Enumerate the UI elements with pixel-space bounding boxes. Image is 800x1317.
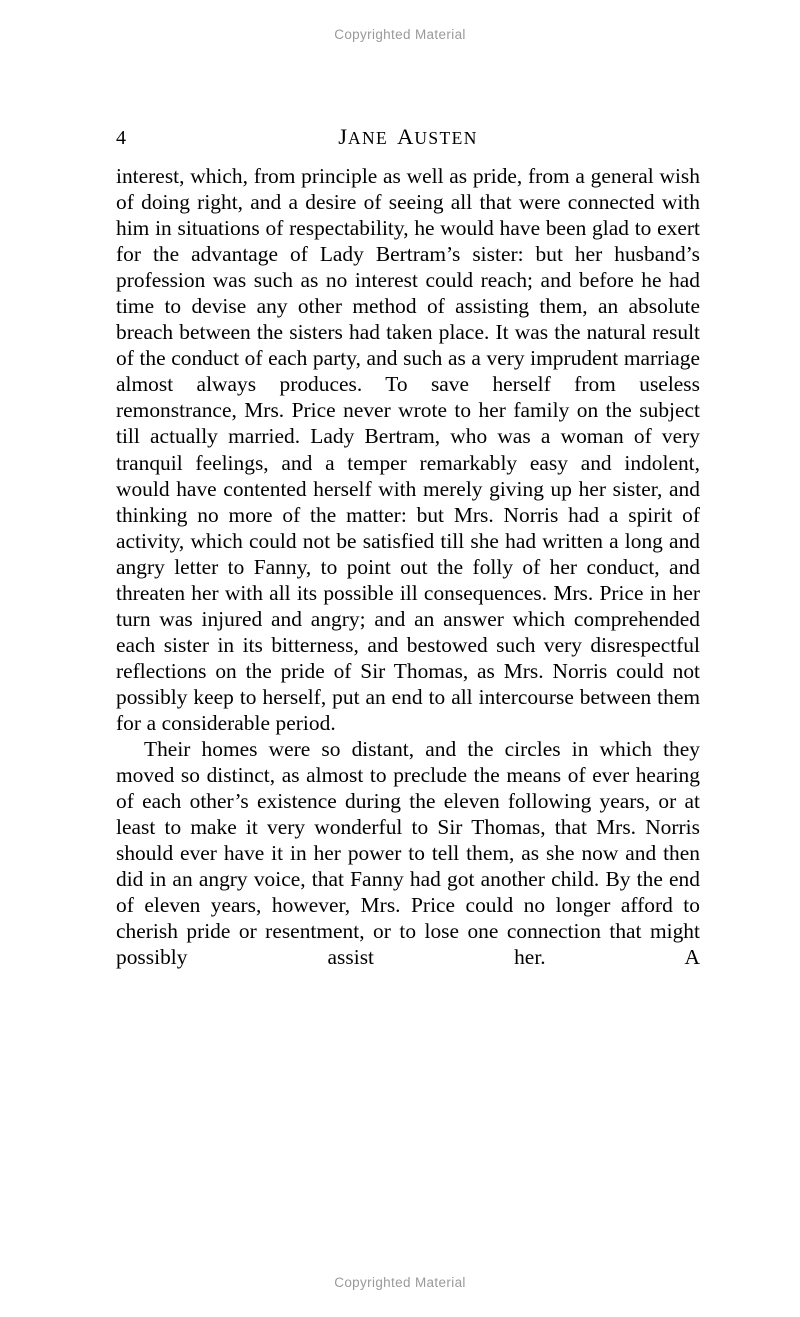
paragraph-their-homes: Their homes were so distant, and the circles in which they moved so distinct, as almost to preclude the means of ever hearing of each other’s existence during the eleven following years, or at least to make it very wonderful to Sir Thomas, that Mrs. Norris should ever have it in her power to tell them, as she now and then did in an angry voice, that Fanny had got another child. By the end of eleven years, however, Mrs. Price could no longer afford to cherish pride or resentment, or to lose one connection that might possibly assist her. A — [116, 737, 700, 970]
author-initial-j: J — [338, 124, 348, 149]
copyright-watermark-top: Copyrighted Material — [334, 27, 466, 42]
paragraph-continued: interest, which, from principle as well as pride, from a general wish of doing right, and a desire of seeing all that were connected with him in situations of respectability, he would have been glad to exert for the advantage of Lady Bertram’s sister: but her husband’s profession was such as no interest could reach; and before he had time to devise any other method of assisting them, an absolute breach between the sisters had taken place. It was the natural result of the conduct of each party, and such as a very imprudent marriage almost always produces. To save herself from useless remonstrance, Mrs. Price never wrote to her family on the subject till actually married. Lady Bertram, who was a woman of very tranquil feelings, and a temper remarkably easy and indolent, would have contented herself with merely giving up her sister, and thinking no more of the matter: but Mrs. Norris had a spirit of activity, which could not be satisfied till she had written a long and angry letter to Fanny, to point out the folly of her conduct, and threaten her with all its possible ill consequences. Mrs. Price in her turn was injured and angry; and an answer which comprehended each sister in its bitterness, and bestowed such very disrespectful reflections on the pride of Sir Thomas, as Mrs. Norris could not possibly keep to herself, put an end to all intercourse between them for a considerable period. — [116, 164, 700, 735]
author-name-part-usten: USTEN — [414, 128, 478, 148]
author-initial-a: A — [397, 124, 415, 149]
page-number: 4 — [116, 127, 126, 149]
copyright-watermark-bottom: Copyrighted Material — [334, 1275, 466, 1290]
running-head-author — [116, 124, 700, 151]
running-head — [116, 124, 700, 152]
body-text-block — [116, 163, 700, 997]
author-name-part-ane: ANE — [347, 128, 389, 148]
